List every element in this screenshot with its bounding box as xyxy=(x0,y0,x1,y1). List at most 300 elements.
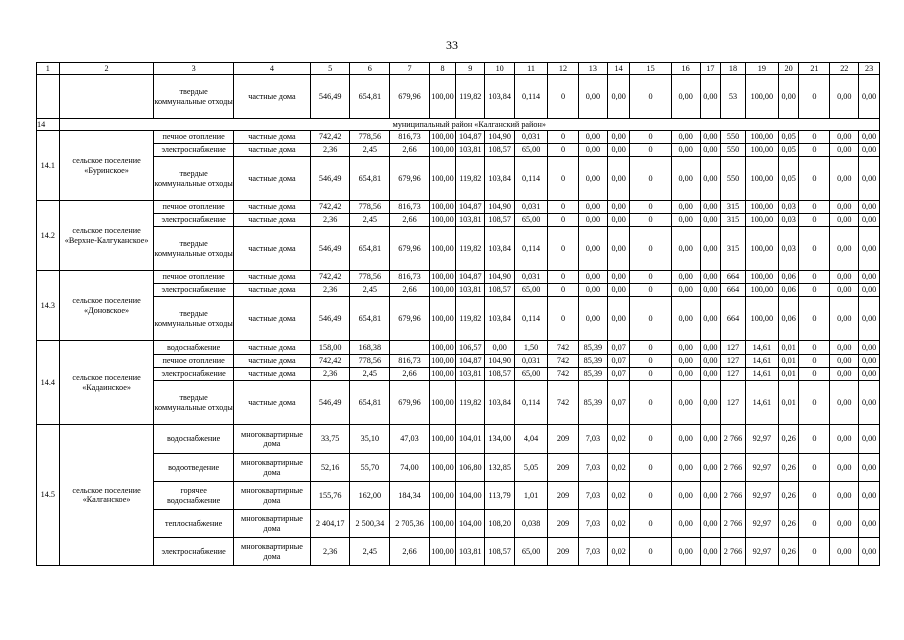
value-cell: 0,00 xyxy=(859,284,880,297)
service-name: электроснабжение xyxy=(154,538,233,566)
value-cell: 100,00 xyxy=(745,157,778,201)
value-cell: 2,66 xyxy=(390,368,429,381)
value-cell: 0,00 xyxy=(700,271,721,284)
value-cell: 100,00 xyxy=(429,271,456,284)
value-cell: 0 xyxy=(630,482,671,510)
value-cell: 2 766 xyxy=(721,510,746,538)
value-cell: 654,81 xyxy=(350,381,390,425)
value-cell: 546,49 xyxy=(311,157,350,201)
value-cell: 0,00 xyxy=(700,454,721,482)
value-cell: 0,02 xyxy=(607,510,630,538)
value-cell: 104,90 xyxy=(485,201,515,214)
table-row xyxy=(37,214,880,227)
value-cell: 2,36 xyxy=(311,284,350,297)
value-cell: 0 xyxy=(630,381,671,425)
value-cell: 0 xyxy=(799,425,830,454)
value-cell: 654,81 xyxy=(350,75,390,119)
value-cell: 55,70 xyxy=(350,454,390,482)
value-cell: 0 xyxy=(630,341,671,355)
value-cell: 0,00 xyxy=(671,538,700,566)
service-name: печное отопление xyxy=(154,201,233,214)
value-cell: 0 xyxy=(799,157,830,201)
value-cell: 0,06 xyxy=(778,297,799,341)
value-cell: 14,61 xyxy=(745,355,778,368)
value-cell: 0,00 xyxy=(700,131,721,144)
value-cell: 0,00 xyxy=(859,355,880,368)
value-cell: 5,05 xyxy=(515,454,548,482)
value-cell: 2,66 xyxy=(390,144,429,157)
service-name: твердые коммунальные отходы xyxy=(154,297,233,341)
value-cell: 168,38 xyxy=(350,341,390,355)
value-cell: 103,84 xyxy=(485,227,515,271)
settlement-name: сельское поселение «Доновское» xyxy=(59,271,154,341)
value-cell: 0,00 xyxy=(607,271,630,284)
value-cell: 546,49 xyxy=(311,227,350,271)
column-number: 5 xyxy=(311,63,350,75)
value-cell: 0,00 xyxy=(671,454,700,482)
value-cell: 92,97 xyxy=(745,510,778,538)
value-cell: 0,05 xyxy=(778,144,799,157)
value-cell: 0,00 xyxy=(700,284,721,297)
value-cell: 0,02 xyxy=(607,425,630,454)
value-cell: 47,03 xyxy=(390,425,429,454)
value-cell: 2,45 xyxy=(350,368,390,381)
value-cell: 14,61 xyxy=(745,341,778,355)
value-cell: 0,00 xyxy=(671,144,700,157)
table-row xyxy=(37,368,880,381)
row-number: 14.1 xyxy=(37,131,60,201)
table-row xyxy=(37,341,880,355)
value-cell: 119,82 xyxy=(456,75,485,119)
value-cell: 0,00 xyxy=(859,368,880,381)
value-cell: 0,00 xyxy=(578,227,607,271)
value-cell: 134,00 xyxy=(485,425,515,454)
value-cell: 0 xyxy=(799,297,830,341)
value-cell: 664 xyxy=(721,297,746,341)
value-cell: 0 xyxy=(799,201,830,214)
value-cell: 0 xyxy=(799,144,830,157)
column-number: 22 xyxy=(830,63,859,75)
value-cell: 0,00 xyxy=(671,510,700,538)
value-cell: 0 xyxy=(799,271,830,284)
housing-type: многоквартирные дома xyxy=(233,482,310,510)
housing-type: частные дома xyxy=(233,341,310,355)
value-cell: 65,00 xyxy=(515,144,548,157)
value-cell: 0 xyxy=(799,214,830,227)
housing-type: частные дома xyxy=(233,227,310,271)
value-cell: 0 xyxy=(799,227,830,271)
value-cell: 162,00 xyxy=(350,482,390,510)
value-cell: 108,20 xyxy=(485,510,515,538)
value-cell: 0,06 xyxy=(778,284,799,297)
value-cell: 104,90 xyxy=(485,355,515,368)
value-cell: 0,00 xyxy=(671,355,700,368)
settlement-name: сельское поселение «Буринское» xyxy=(59,131,154,201)
value-cell: 100,00 xyxy=(429,144,456,157)
value-cell: 0,114 xyxy=(515,227,548,271)
housing-type: многоквартирные дома xyxy=(233,425,310,454)
value-cell: 0,01 xyxy=(778,341,799,355)
value-cell: 0,00 xyxy=(830,538,859,566)
value-cell: 104,00 xyxy=(456,510,485,538)
value-cell: 103,81 xyxy=(456,284,485,297)
column-number: 18 xyxy=(721,63,746,75)
housing-type: частные дома xyxy=(233,297,310,341)
value-cell: 0,26 xyxy=(778,482,799,510)
value-cell: 0,00 xyxy=(578,75,607,119)
value-cell: 100,00 xyxy=(745,75,778,119)
value-cell: 0 xyxy=(630,454,671,482)
value-cell: 0,00 xyxy=(859,271,880,284)
value-cell: 0,00 xyxy=(671,381,700,425)
table-row xyxy=(37,131,880,144)
value-cell: 0,031 xyxy=(515,201,548,214)
table-row xyxy=(37,271,880,284)
value-cell: 7,03 xyxy=(578,425,607,454)
value-cell: 0,06 xyxy=(778,271,799,284)
value-cell: 14,61 xyxy=(745,368,778,381)
value-cell: 100,00 xyxy=(429,482,456,510)
column-number: 14 xyxy=(607,63,630,75)
value-cell: 7,03 xyxy=(578,454,607,482)
value-cell: 100,00 xyxy=(429,355,456,368)
value-cell: 92,97 xyxy=(745,538,778,566)
table-row xyxy=(37,381,880,425)
value-cell: 0,00 xyxy=(578,157,607,201)
value-cell: 100,00 xyxy=(429,157,456,201)
value-cell: 104,01 xyxy=(456,425,485,454)
value-cell: 654,81 xyxy=(350,157,390,201)
value-cell: 0,00 xyxy=(830,75,859,119)
value-cell: 65,00 xyxy=(515,284,548,297)
value-cell: 0,00 xyxy=(859,214,880,227)
value-cell: 0,05 xyxy=(778,131,799,144)
housing-type: частные дома xyxy=(233,157,310,201)
service-name: твердые коммунальные отходы xyxy=(154,157,233,201)
value-cell: 0,031 xyxy=(515,355,548,368)
value-cell: 0,00 xyxy=(830,454,859,482)
housing-type: частные дома xyxy=(233,214,310,227)
service-name: твердые коммунальные отходы xyxy=(154,75,233,119)
value-cell: 100,00 xyxy=(429,227,456,271)
value-cell: 0 xyxy=(799,75,830,119)
row-number: 14.4 xyxy=(37,341,60,425)
value-cell: 0 xyxy=(630,75,671,119)
value-cell: 127 xyxy=(721,341,746,355)
value-cell: 0,00 xyxy=(859,381,880,425)
value-cell: 0,02 xyxy=(607,538,630,566)
housing-type: многоквартирные дома xyxy=(233,538,310,566)
value-cell: 0,00 xyxy=(578,214,607,227)
value-cell: 100,00 xyxy=(429,284,456,297)
value-cell: 0 xyxy=(630,227,671,271)
value-cell: 546,49 xyxy=(311,75,350,119)
value-cell: 679,96 xyxy=(390,75,429,119)
value-cell: 0,00 xyxy=(859,227,880,271)
table-row xyxy=(37,201,880,214)
value-cell: 0,00 xyxy=(830,381,859,425)
value-cell: 0,00 xyxy=(700,368,721,381)
value-cell: 0,26 xyxy=(778,425,799,454)
column-number: 10 xyxy=(485,63,515,75)
column-number: 12 xyxy=(548,63,579,75)
value-cell: 92,97 xyxy=(745,482,778,510)
row-number: 14.2 xyxy=(37,201,60,271)
table-row xyxy=(37,425,880,454)
value-cell: 65,00 xyxy=(515,214,548,227)
housing-type: многоквартирные дома xyxy=(233,510,310,538)
value-cell: 0,00 xyxy=(859,297,880,341)
value-cell: 108,57 xyxy=(485,284,515,297)
value-cell: 4,04 xyxy=(515,425,548,454)
value-cell: 2 766 xyxy=(721,425,746,454)
value-cell: 315 xyxy=(721,214,746,227)
value-cell: 33,75 xyxy=(311,425,350,454)
value-cell: 0,00 xyxy=(778,75,799,119)
value-cell: 778,56 xyxy=(350,201,390,214)
value-cell: 92,97 xyxy=(745,425,778,454)
table-row xyxy=(37,144,880,157)
value-cell: 104,87 xyxy=(456,201,485,214)
value-cell: 0,00 xyxy=(607,201,630,214)
column-number: 8 xyxy=(429,63,456,75)
value-cell: 0 xyxy=(548,201,579,214)
table-row xyxy=(37,482,880,510)
column-number: 16 xyxy=(671,63,700,75)
value-cell: 0,00 xyxy=(859,454,880,482)
value-cell: 0 xyxy=(630,271,671,284)
value-cell xyxy=(390,341,429,355)
value-cell: 127 xyxy=(721,355,746,368)
value-cell: 85,39 xyxy=(578,368,607,381)
value-cell: 679,96 xyxy=(390,157,429,201)
value-cell: 0 xyxy=(630,355,671,368)
value-cell: 0,00 xyxy=(607,157,630,201)
value-cell: 100,00 xyxy=(745,271,778,284)
housing-type: частные дома xyxy=(233,271,310,284)
value-cell: 103,81 xyxy=(456,214,485,227)
column-number: 11 xyxy=(515,63,548,75)
value-cell: 0,00 xyxy=(607,144,630,157)
value-cell: 0 xyxy=(630,425,671,454)
value-cell: 103,81 xyxy=(456,538,485,566)
value-cell: 1,50 xyxy=(515,341,548,355)
column-number: 21 xyxy=(799,63,830,75)
value-cell: 550 xyxy=(721,157,746,201)
value-cell: 108,57 xyxy=(485,214,515,227)
value-cell: 0,00 xyxy=(671,201,700,214)
value-cell: 0,031 xyxy=(515,131,548,144)
value-cell: 108,57 xyxy=(485,144,515,157)
value-cell: 100,00 xyxy=(745,227,778,271)
value-cell: 0 xyxy=(799,341,830,355)
value-cell: 119,82 xyxy=(456,381,485,425)
value-cell: 35,10 xyxy=(350,425,390,454)
value-cell: 85,39 xyxy=(578,355,607,368)
value-cell: 0,03 xyxy=(778,201,799,214)
table-row xyxy=(37,454,880,482)
value-cell: 100,00 xyxy=(429,381,456,425)
value-cell: 816,73 xyxy=(390,131,429,144)
value-cell: 0,038 xyxy=(515,510,548,538)
value-cell: 7,03 xyxy=(578,538,607,566)
value-cell: 0,00 xyxy=(859,510,880,538)
value-cell: 0,07 xyxy=(607,381,630,425)
value-cell: 2,36 xyxy=(311,144,350,157)
value-cell: 0,00 xyxy=(830,425,859,454)
value-cell: 0,00 xyxy=(671,297,700,341)
value-cell: 106,80 xyxy=(456,454,485,482)
value-cell: 742 xyxy=(548,381,579,425)
value-cell: 2,36 xyxy=(311,538,350,566)
value-cell: 100,00 xyxy=(745,214,778,227)
value-cell: 52,16 xyxy=(311,454,350,482)
service-name: электроснабжение xyxy=(154,368,233,381)
value-cell: 315 xyxy=(721,201,746,214)
service-name: твердые коммунальные отходы xyxy=(154,381,233,425)
row-number xyxy=(37,75,60,119)
row-number: 14.3 xyxy=(37,271,60,341)
value-cell: 679,96 xyxy=(390,297,429,341)
value-cell: 0,00 xyxy=(700,297,721,341)
value-cell: 100,00 xyxy=(745,201,778,214)
value-cell: 104,00 xyxy=(456,482,485,510)
value-cell: 0 xyxy=(548,284,579,297)
value-cell: 0,26 xyxy=(778,510,799,538)
value-cell: 127 xyxy=(721,381,746,425)
value-cell: 679,96 xyxy=(390,381,429,425)
value-cell: 0,00 xyxy=(830,201,859,214)
value-cell: 0 xyxy=(799,131,830,144)
value-cell: 0,00 xyxy=(700,214,721,227)
value-cell: 778,56 xyxy=(350,355,390,368)
value-cell: 65,00 xyxy=(515,538,548,566)
value-cell: 0,02 xyxy=(607,482,630,510)
value-cell: 0 xyxy=(630,131,671,144)
column-number: 4 xyxy=(233,63,310,75)
value-cell: 654,81 xyxy=(350,227,390,271)
column-number: 19 xyxy=(745,63,778,75)
value-cell: 0 xyxy=(799,355,830,368)
value-cell: 184,34 xyxy=(390,482,429,510)
value-cell: 0,00 xyxy=(578,201,607,214)
value-cell: 0,00 xyxy=(830,284,859,297)
value-cell: 0,00 xyxy=(671,425,700,454)
value-cell: 0,00 xyxy=(578,144,607,157)
value-cell: 0,00 xyxy=(830,482,859,510)
row-number: 14 xyxy=(37,119,60,131)
value-cell: 0,00 xyxy=(859,538,880,566)
value-cell: 0 xyxy=(630,284,671,297)
value-cell: 100,00 xyxy=(429,425,456,454)
value-cell: 0,00 xyxy=(671,341,700,355)
value-cell: 85,39 xyxy=(578,381,607,425)
value-cell: 0 xyxy=(799,454,830,482)
value-cell: 0 xyxy=(630,510,671,538)
value-cell: 0,00 xyxy=(671,227,700,271)
value-cell: 119,82 xyxy=(456,297,485,341)
value-cell: 0 xyxy=(630,297,671,341)
column-number: 15 xyxy=(630,63,671,75)
value-cell: 0,00 xyxy=(578,271,607,284)
settlement-name: сельское поселение «Верхне-Калгуканское» xyxy=(59,201,154,271)
value-cell: 100,00 xyxy=(429,368,456,381)
value-cell: 0,00 xyxy=(859,341,880,355)
value-cell: 0 xyxy=(799,482,830,510)
housing-type: частные дома xyxy=(233,131,310,144)
column-number: 9 xyxy=(456,63,485,75)
value-cell: 100,00 xyxy=(745,144,778,157)
value-cell: 0,00 xyxy=(578,284,607,297)
settlement-name xyxy=(59,75,154,119)
value-cell: 0,00 xyxy=(607,131,630,144)
value-cell: 53 xyxy=(721,75,746,119)
value-cell: 0 xyxy=(548,227,579,271)
settlement-name: сельское поселение «Кадаинское» xyxy=(59,341,154,425)
service-name: водоотведение xyxy=(154,454,233,482)
settlement-name: сельское поселение «Калганское» xyxy=(59,425,154,566)
value-cell: 0,26 xyxy=(778,538,799,566)
value-cell: 816,73 xyxy=(390,201,429,214)
value-cell: 778,56 xyxy=(350,131,390,144)
value-cell: 100,00 xyxy=(429,201,456,214)
table-row xyxy=(37,157,880,201)
value-cell: 0,00 xyxy=(607,297,630,341)
service-name: электроснабжение xyxy=(154,284,233,297)
value-cell: 0 xyxy=(630,201,671,214)
value-cell: 2,45 xyxy=(350,214,390,227)
value-cell: 0,00 xyxy=(700,227,721,271)
value-cell: 2 404,17 xyxy=(311,510,350,538)
value-cell: 0,00 xyxy=(578,131,607,144)
value-cell: 0,01 xyxy=(778,381,799,425)
value-cell: 0,00 xyxy=(830,297,859,341)
value-cell: 0,00 xyxy=(607,214,630,227)
value-cell: 100,00 xyxy=(429,454,456,482)
value-cell: 0,00 xyxy=(830,510,859,538)
value-cell: 1,01 xyxy=(515,482,548,510)
value-cell: 550 xyxy=(721,144,746,157)
value-cell: 0 xyxy=(630,157,671,201)
table-row xyxy=(37,227,880,271)
district-title: муниципальный район «Калганский район» xyxy=(59,119,879,131)
value-cell: 0 xyxy=(548,131,579,144)
value-cell: 0,00 xyxy=(830,341,859,355)
column-number: 2 xyxy=(59,63,154,75)
value-cell: 0,00 xyxy=(578,297,607,341)
value-cell: 92,97 xyxy=(745,454,778,482)
value-cell: 0 xyxy=(630,144,671,157)
value-cell: 103,84 xyxy=(485,381,515,425)
service-name: твердые коммунальные отходы xyxy=(154,227,233,271)
value-cell: 0,03 xyxy=(778,214,799,227)
value-cell: 100,00 xyxy=(429,538,456,566)
value-cell: 0,07 xyxy=(607,341,630,355)
value-cell: 155,76 xyxy=(311,482,350,510)
value-cell: 0,00 xyxy=(859,201,880,214)
value-cell: 0 xyxy=(799,538,830,566)
value-cell: 209 xyxy=(548,482,579,510)
value-cell: 664 xyxy=(721,271,746,284)
value-cell: 0 xyxy=(548,214,579,227)
value-cell: 119,82 xyxy=(456,227,485,271)
service-name: печное отопление xyxy=(154,131,233,144)
value-cell: 0,02 xyxy=(607,454,630,482)
value-cell: 2 766 xyxy=(721,482,746,510)
housing-type: частные дома xyxy=(233,201,310,214)
value-cell: 100,00 xyxy=(429,510,456,538)
row-number: 14.5 xyxy=(37,425,60,566)
